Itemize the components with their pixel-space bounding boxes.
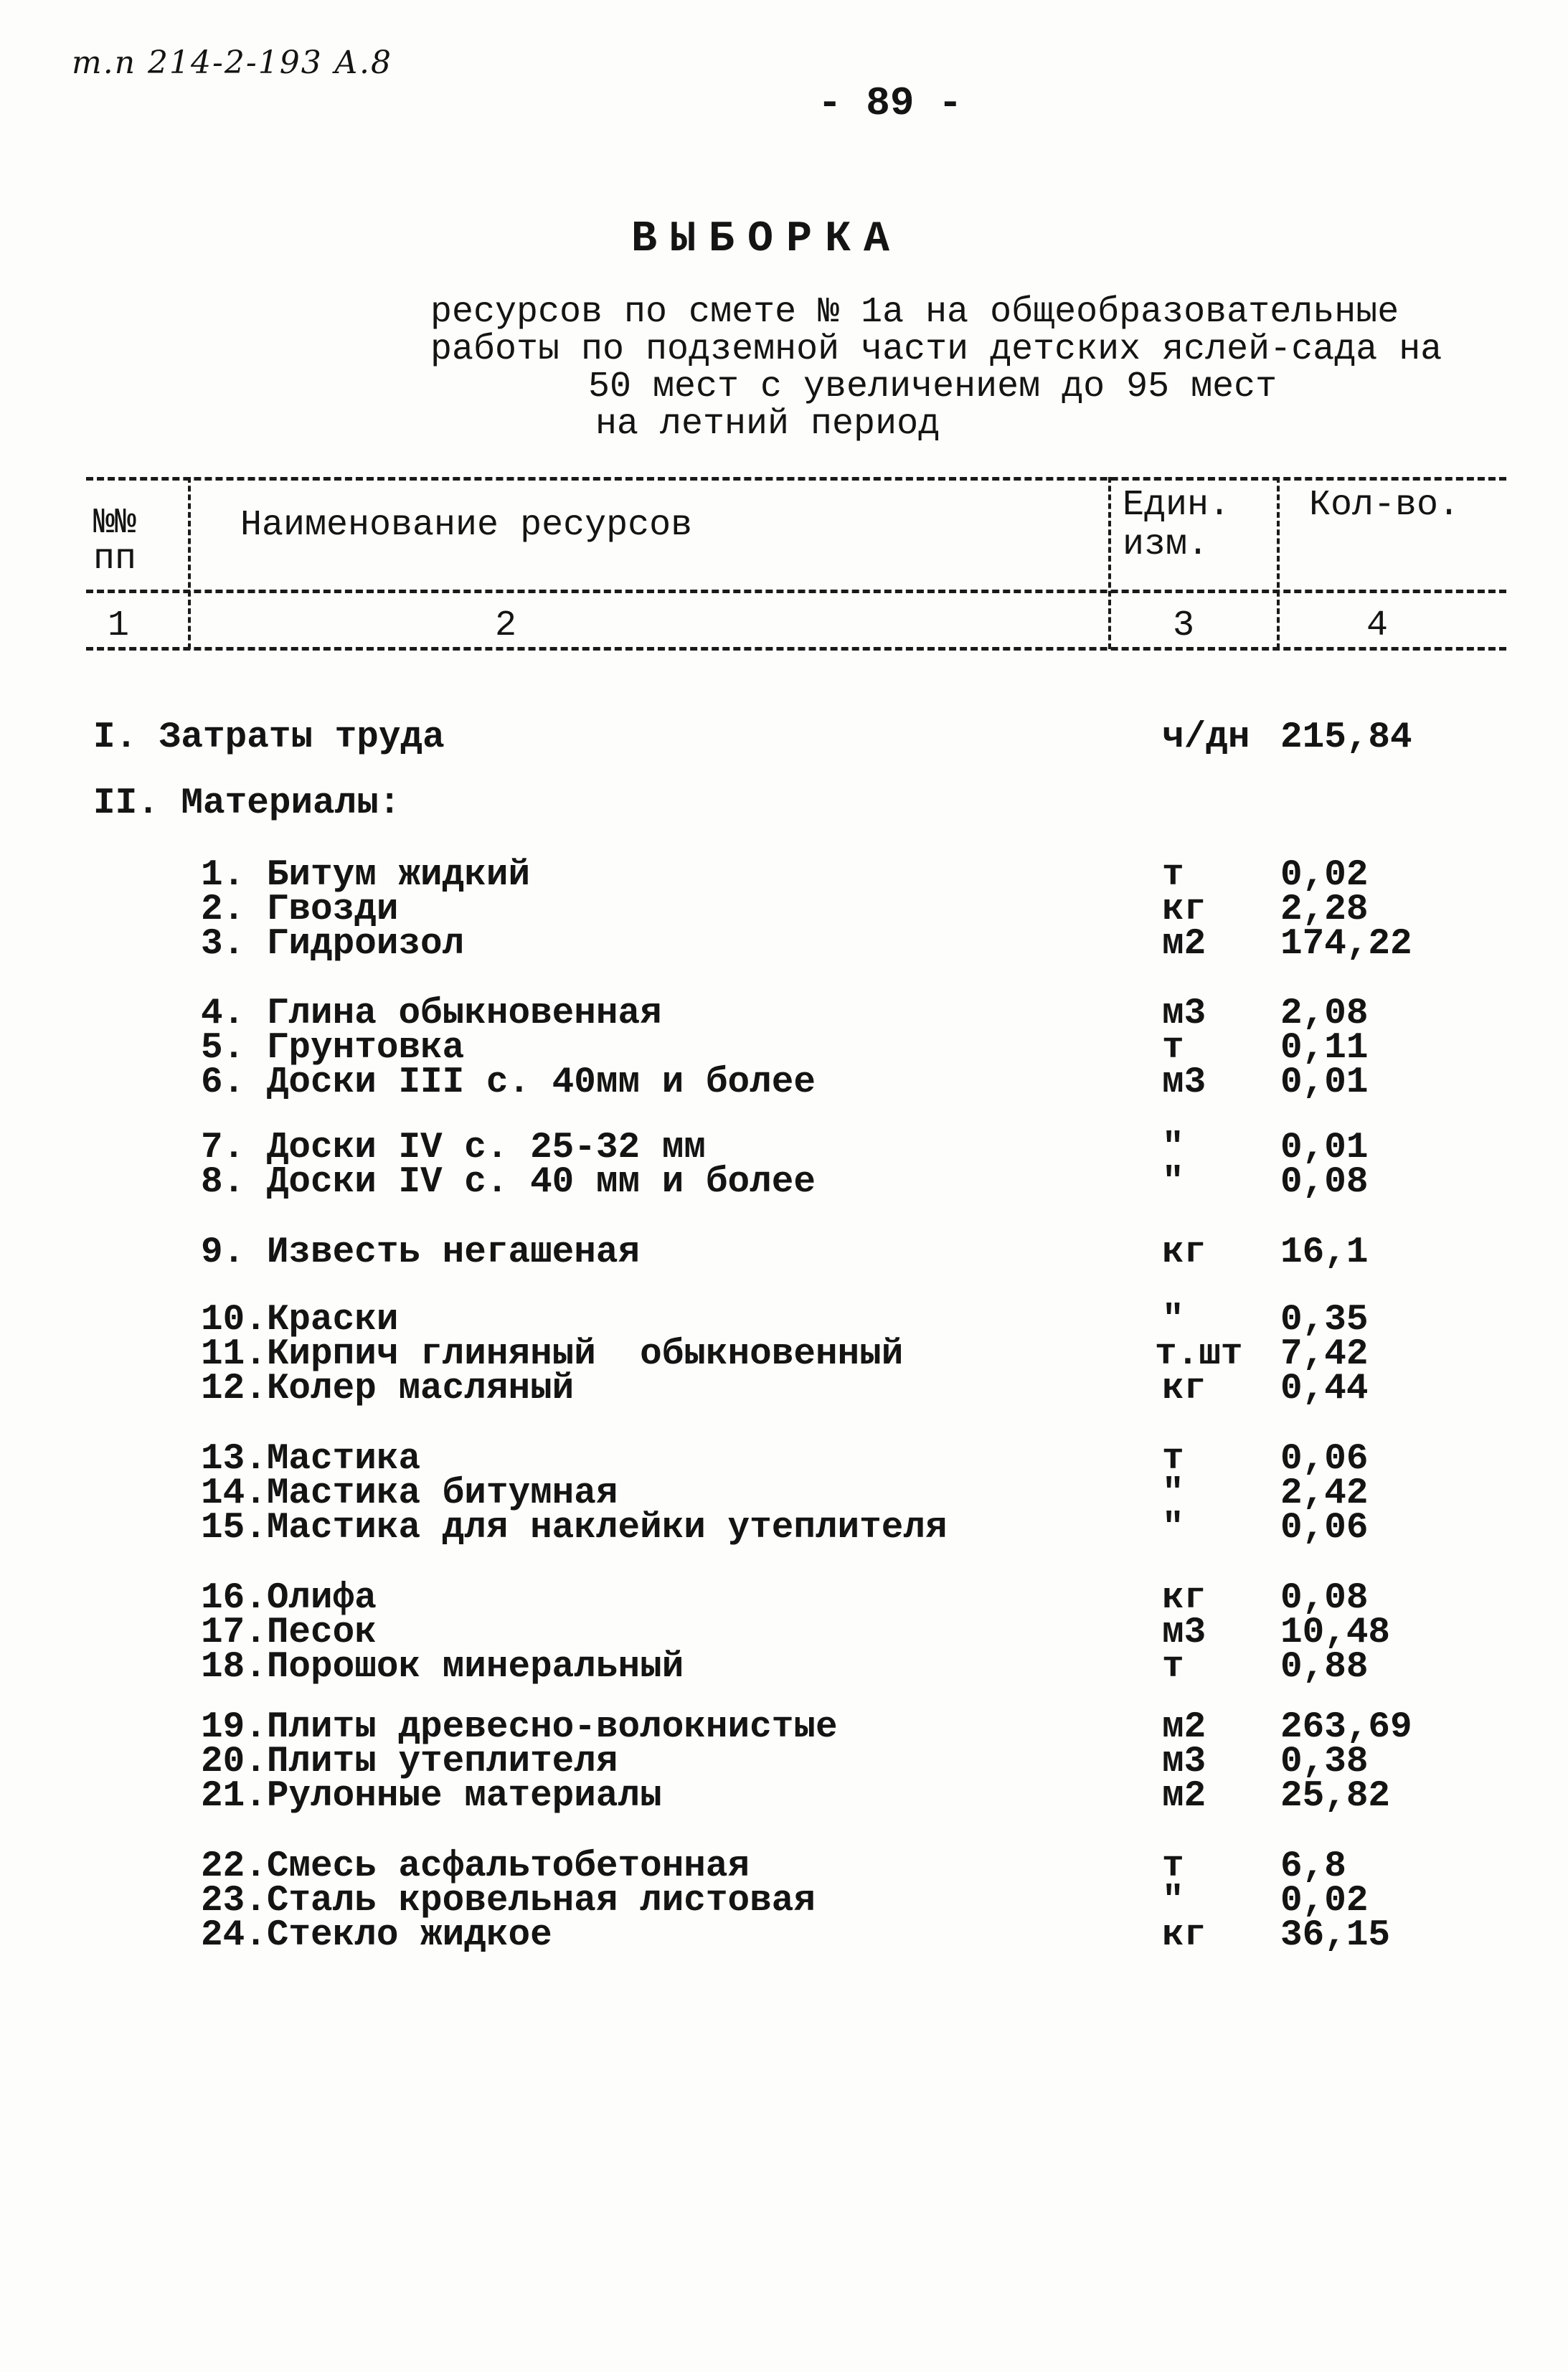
material-name: 6. Доски III с. 40мм и более	[201, 1062, 816, 1103]
material-unit: кг	[1162, 1232, 1206, 1273]
material-qty: 0,38	[1280, 1742, 1369, 1782]
material-qty: 0,06	[1280, 1508, 1369, 1549]
material-qty: 0,11	[1280, 1028, 1369, 1069]
material-qty: 25,82	[1280, 1776, 1391, 1817]
material-name: 10.Краски	[201, 1300, 399, 1341]
material-name: 2. Гвозди	[201, 889, 399, 930]
material-name: 3. Гидроизол	[201, 924, 465, 965]
material-qty: 0,44	[1280, 1369, 1369, 1409]
material-qty: 0,01	[1280, 1128, 1369, 1168]
material-unit: кг	[1162, 889, 1206, 930]
material-qty: 0,08	[1280, 1578, 1369, 1619]
material-qty: 7,42	[1280, 1334, 1369, 1375]
subtitle-line: 50 мест с увеличением до 95 мест	[588, 367, 1277, 407]
material-unit: м2	[1162, 924, 1206, 965]
material-name: 5. Грунтовка	[201, 1028, 465, 1069]
material-name: 21.Рулонные материалы	[201, 1776, 662, 1817]
material-qty: 0,02	[1280, 1881, 1369, 1922]
material-name: 24.Стекло жидкое	[201, 1915, 552, 1956]
subtitle-line: ресурсов по смете № 1а на общеобразовательные	[430, 292, 1399, 333]
col-qty-header: Кол-во.	[1309, 485, 1460, 526]
page-number: - 89 -	[818, 80, 963, 126]
col-name-header: Наименование ресурсов	[240, 505, 693, 546]
material-unit: т	[1162, 1439, 1184, 1480]
material-qty: 0,02	[1280, 855, 1369, 896]
material-unit: "	[1162, 1473, 1184, 1514]
material-unit: "	[1162, 1128, 1184, 1168]
material-unit: кг	[1162, 1578, 1206, 1619]
material-unit: т	[1162, 1028, 1184, 1069]
material-qty: 0,08	[1280, 1162, 1369, 1203]
column-divider	[188, 477, 191, 649]
material-name: 8. Доски IV с. 40 мм и более	[201, 1162, 816, 1203]
column-divider	[1277, 477, 1280, 649]
material-unit: м3	[1162, 1742, 1206, 1782]
material-unit: т	[1162, 1846, 1184, 1887]
material-name: 20.Плиты утеплителя	[201, 1742, 618, 1782]
material-qty: 10,48	[1280, 1612, 1391, 1653]
material-name: 19.Плиты древесно-волокнистые	[201, 1707, 838, 1748]
col-no-header: №№	[93, 503, 137, 544]
material-qty: 36,15	[1280, 1915, 1391, 1956]
material-unit: т	[1162, 1647, 1184, 1688]
material-unit: "	[1162, 1300, 1184, 1341]
material-unit: м3	[1162, 1062, 1206, 1103]
header-rule-mid	[86, 590, 1506, 593]
material-qty: 0,35	[1280, 1300, 1369, 1341]
material-unit: м3	[1162, 1612, 1206, 1653]
material-name: 12.Колер масляный	[201, 1369, 575, 1409]
material-qty: 0,88	[1280, 1647, 1369, 1688]
column-divider	[1108, 477, 1111, 649]
material-unit: т	[1162, 855, 1184, 896]
col-unit-header: Един.	[1123, 485, 1231, 526]
material-qty: 0,06	[1280, 1439, 1369, 1480]
material-unit: м2	[1162, 1776, 1206, 1817]
material-unit: кг	[1162, 1915, 1206, 1956]
material-qty: 2,28	[1280, 889, 1369, 930]
material-unit: м2	[1162, 1707, 1206, 1748]
col-unit-header: изм.	[1123, 524, 1209, 565]
material-unit: "	[1162, 1162, 1184, 1203]
material-name: 23.Сталь кровельная листовая	[201, 1881, 816, 1922]
material-qty: 174,22	[1280, 924, 1412, 965]
material-qty: 2,08	[1280, 993, 1369, 1034]
material-name: 1. Битум жидкий	[201, 855, 531, 896]
material-name: 13.Мастика	[201, 1439, 421, 1480]
labor-qty: 215,84	[1280, 717, 1412, 758]
material-unit: т.шт	[1155, 1334, 1243, 1375]
header-rule-top	[86, 477, 1506, 481]
material-name: 17.Песок	[201, 1612, 377, 1653]
material-qty: 0,01	[1280, 1062, 1369, 1103]
material-qty: 6,8	[1280, 1846, 1346, 1887]
material-qty: 16,1	[1280, 1232, 1369, 1273]
col-number: 4	[1366, 605, 1389, 646]
material-unit: "	[1162, 1508, 1184, 1549]
material-name: 15.Мастика для наклейки утеплителя	[201, 1508, 948, 1549]
material-name: 18.Порошок минеральный	[201, 1647, 684, 1688]
material-name: 16.Олифа	[201, 1578, 377, 1619]
handwritten-code: т.п 214-2-193 А.8	[72, 44, 393, 81]
material-qty: 263,69	[1280, 1707, 1412, 1748]
subtitle-line: работы по подземной части детских яслей-сада на	[430, 329, 1442, 370]
section-materials: II. Материалы:	[93, 783, 401, 824]
material-name: 22.Смесь асфальтобетонная	[201, 1846, 750, 1887]
material-name: 11.Кирпич глиняный обыкновенный	[201, 1334, 904, 1375]
header-rule-bottom	[86, 647, 1506, 651]
material-name: 7. Доски IV с. 25-32 мм	[201, 1128, 706, 1168]
material-unit: "	[1162, 1881, 1184, 1922]
col-number: 1	[108, 605, 130, 646]
col-no-header: пп	[93, 539, 137, 580]
material-name: 14.Мастика битумная	[201, 1473, 618, 1514]
material-qty: 2,42	[1280, 1473, 1369, 1514]
document-title: ВЫБОРКА	[631, 215, 903, 264]
labor-unit: ч/дн	[1162, 717, 1250, 758]
section-labor: I. Затраты труда	[93, 717, 445, 758]
material-unit: кг	[1162, 1369, 1206, 1409]
material-name: 4. Глина обыкновенная	[201, 993, 662, 1034]
col-number: 2	[495, 605, 517, 646]
col-number: 3	[1173, 605, 1195, 646]
material-unit: м3	[1162, 993, 1206, 1034]
material-name: 9. Известь негашеная	[201, 1232, 641, 1273]
subtitle-line: на летний период	[595, 404, 940, 445]
